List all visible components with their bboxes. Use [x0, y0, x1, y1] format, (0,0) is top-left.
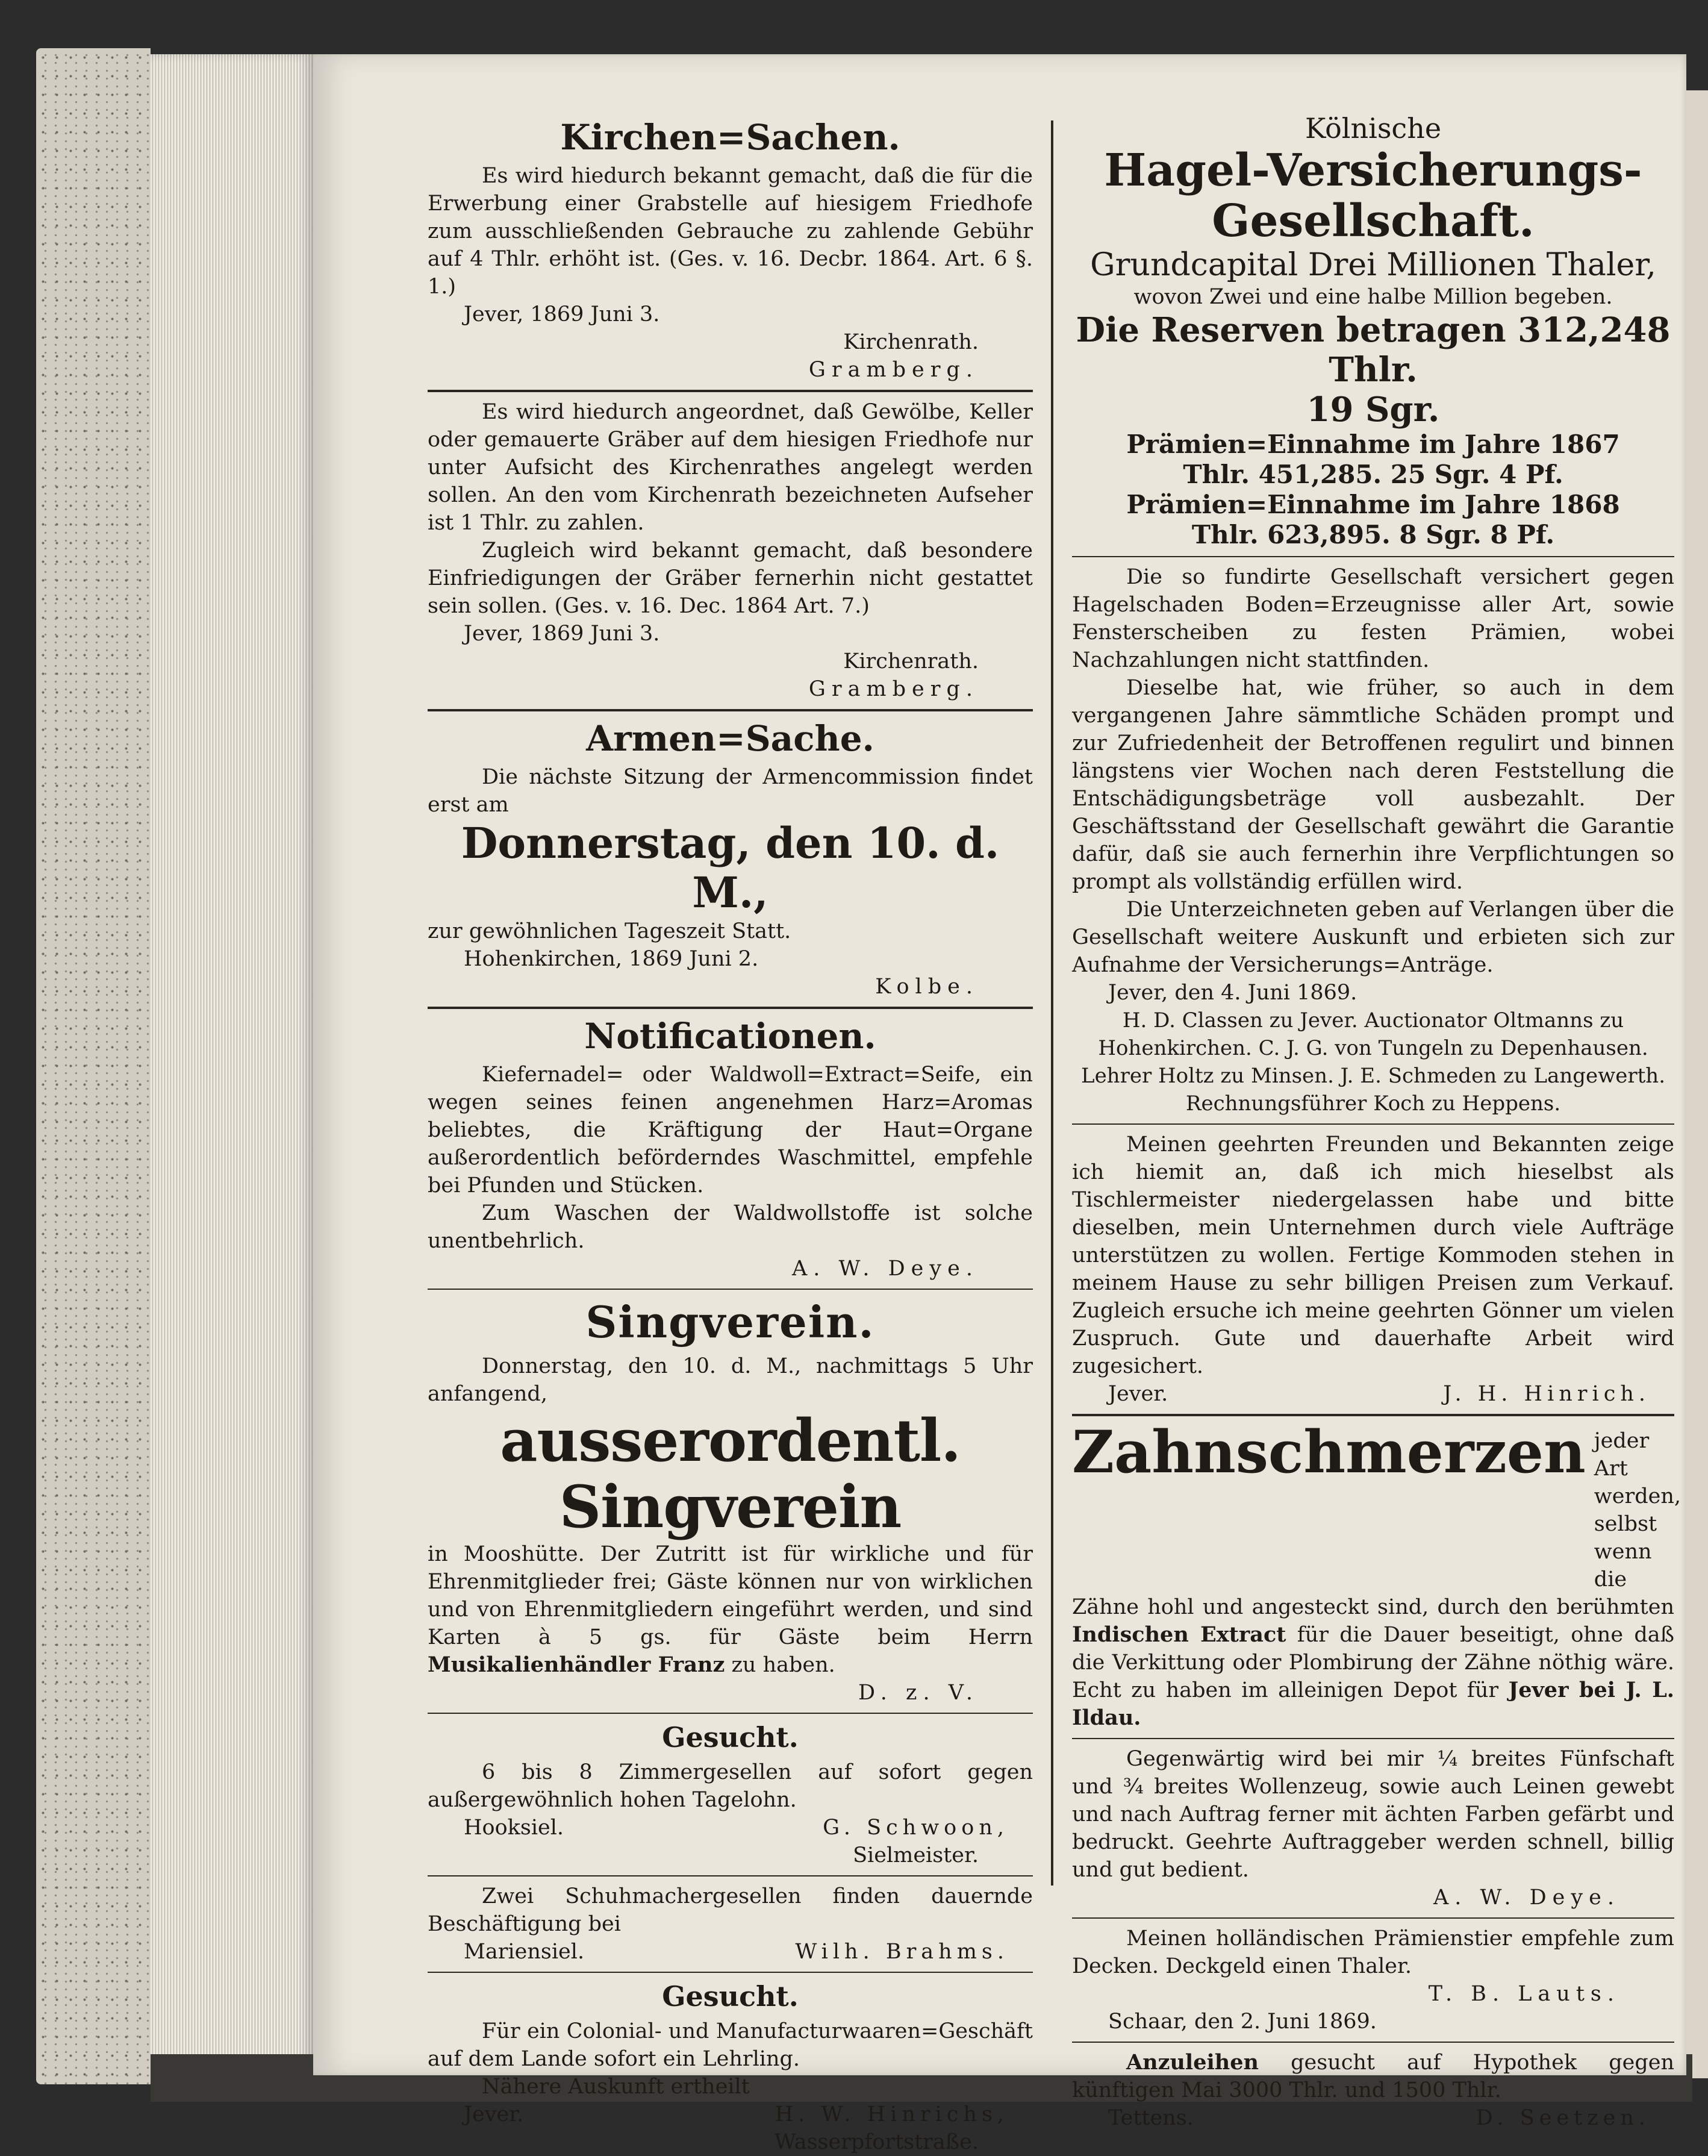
section-heading: Gesucht. — [662, 1721, 799, 1754]
premium-line: Thlr. 451,285. 25 Sgr. 4 Pf. — [1183, 460, 1563, 489]
column-divider — [1051, 120, 1053, 1886]
notice-text: Die nächste Sitzung der Armencommission findet erst am — [428, 765, 1033, 817]
premium-line: Prämien=Einnahme im Jahre 1868 — [1126, 490, 1620, 519]
notice-text — [1072, 2049, 1674, 2104]
place: Jever. — [1108, 1382, 1168, 1406]
weberei-notice — [1072, 1745, 1674, 1911]
signature: Gramberg. — [808, 677, 979, 701]
signature: D. Seetzen. — [1476, 2106, 1650, 2130]
signature: Wilh. Brahms. — [795, 1940, 1009, 1964]
headline-row — [1072, 1418, 1681, 1593]
schuhmacher-notice — [428, 1883, 1033, 1966]
notice-text: 6 bis 8 Zimmergesellen auf sofort gegen außergewöhnlich hohen Tagelohn. — [428, 1760, 1033, 1812]
signature: J. H. Hinrich. — [1443, 1382, 1650, 1406]
notice-text — [428, 1540, 1033, 1679]
separator-rule — [428, 1875, 1033, 1876]
separator-rule — [1072, 1123, 1674, 1125]
gesucht-zimmergesellen — [428, 1720, 1033, 1869]
place-signature-row — [428, 1938, 1033, 1966]
notice-text: Donnerstag, den 10. d. M., nachmittags 5 Uhr anfangend, — [428, 1354, 1033, 1406]
notice-text: zur gewöhnlichen Tageszeit Statt. — [428, 919, 791, 943]
signature: A. W. Deye. — [1433, 1886, 1620, 1910]
page-edges — [151, 54, 313, 2078]
section-heading: Armen=Sache. — [586, 718, 874, 759]
left-column — [428, 111, 1033, 2156]
ad-text — [1072, 1593, 1674, 1732]
place-date: Hohenkirchen, 1869 Juni 2. — [464, 947, 759, 971]
separator-rule — [1072, 1738, 1674, 1739]
notice-text-part: gesucht auf Hypothek gegen künftigen Mai 3000 Thlr. und 1500 Thlr. — [1072, 2051, 1674, 2102]
notice-text: Meinen holländischen Prämienstier empfehle zum Decken. Deckgeld einen Thaler. — [1072, 1926, 1674, 1978]
ad-title-line: Gesellschaft. — [1212, 195, 1535, 247]
premium-line: Prämien=Einnahme im Jahre 1867 — [1126, 430, 1620, 459]
place-date: Schaar, den 2. Juni 1869. — [1108, 2010, 1377, 2034]
separator-rule — [1072, 1917, 1674, 1919]
notice-text: Zugleich wird bekannt gemacht, daß besondere Einfriedigungen der Gräber fernerhin nicht gestattet sein sollen. (Ges. v. 16. Dec. 1864 Art. 7.) — [428, 539, 1033, 618]
capital-line: Grundcapital Drei Millionen Thaler, — [1090, 247, 1656, 283]
zahnschmerzen-ad — [1072, 1418, 1681, 1732]
notice-text: Zwei Schuhmachergesellen finden dauernde Beschäftigung bei — [428, 1884, 1033, 1936]
notice-text: Es wird hiedurch angeordnet, daß Gewölbe, Keller oder gemauerte Gräber auf dem hiesigen Friedhofe nur unter Aufsicht des Kirchenrathes angelegt werden sollen. An den vom Kirchenrath bezeichneten Aufseher ist 1 Thlr. zu zahlen. — [428, 400, 1033, 535]
right-column — [1072, 111, 1681, 2132]
place-signature-row — [428, 2101, 1033, 2128]
place-date: Jever, 1869 Juni 3. — [464, 302, 660, 327]
notice-text-part: zu haben. — [731, 1653, 835, 1677]
separator-rule — [1072, 2042, 1674, 2043]
authority: Kirchenrath. — [843, 330, 979, 354]
display-date: Donnerstag, den 10. d. M., — [461, 818, 1000, 917]
place: Mariensiel. — [464, 1940, 585, 1964]
tischler-notice — [1072, 1131, 1674, 1408]
notice-text: Es wird hiedurch bekannt gemacht, daß die für die Erwerbung einer Grabstelle auf hiesigem Friedhofe zum ausschließenden Gebrauche zu zahlende Gebühr auf 4 Thlr. erhöht ist. (Ges. v. 16. Decbr. 1864. Art. 6 §. 1.) — [428, 164, 1033, 299]
notice-text: Für ein Colonial- und Manufacturwaaren=Geschäft auf dem Lande sofort ein Lehrling. — [428, 2019, 1033, 2071]
section-heading: Singverein. — [585, 1296, 875, 1348]
next-page-edge — [1686, 90, 1708, 2078]
signature: Kolbe. — [875, 975, 979, 999]
agents-list: H. D. Classen zu Jever. Auctionator Oltmanns zu Hohenkirchen. C. J. G. von Tungeln zu Depenhausen. Lehrer Holtz zu Minsen. J. E. Schmeden zu Langewerth. Rechnungsführer Koch zu Heppens. — [1080, 1008, 1665, 1116]
signature: A. W. Deye. — [791, 1257, 979, 1281]
capital-note: wovon Zwei und eine halbe Million begeben. — [1133, 285, 1613, 309]
place-date: Jever, den 4. Juni 1869. — [1108, 981, 1357, 1005]
place: Jever. — [464, 2102, 524, 2126]
signature: H. W. Hinrichs, — [775, 2102, 1009, 2126]
role: Sielmeister. — [853, 1843, 979, 1867]
notice-text-part: in Mooshütte. Der Zutritt ist für wirkliche und für Ehrenmitglieder frei; Gäste können nur von wirklichen und von Ehrenmitgliedern eingeführt werden, und sind Karten à 5 gs. für Gäste beim Herrn — [428, 1542, 1033, 1649]
separator-rule — [428, 1972, 1033, 1973]
ad-title-line: Hagel-Versicherungs- — [1104, 145, 1642, 196]
notice-text: Kiefernadel= oder Waldwoll=Extract=Seife, ein wegen seines feinen angenehmen Harz=Aromas beliebtes, die Kräftigung der Haut=Organe außerordentlich beförderndes Waschmittel, empfehle bei Pfunden und Stücken. — [428, 1063, 1033, 1198]
separator-rule — [428, 390, 1033, 392]
ad-text-part: Zähne hohl und angesteckt sind, durch den berühmten — [1072, 1595, 1674, 1619]
hagel-versicherung-ad — [1072, 111, 1674, 1117]
ad-title-line: Kölnische — [1304, 112, 1442, 145]
separator-rule — [1072, 1414, 1674, 1416]
depot-name: Jever bei J. L. Ildau. — [1072, 1678, 1674, 1730]
signature: G. Schwoon, — [823, 1816, 1009, 1840]
section-heading: Kirchen=Sachen. — [560, 117, 900, 158]
section-heading: Notificationen. — [584, 1016, 876, 1057]
gesucht-lehrling — [428, 1979, 1033, 2156]
notificationen-notice — [428, 1015, 1033, 1283]
place-signature-row — [1072, 1380, 1674, 1408]
notice-text: Zum Waschen der Waldwollstoffe ist solche unentbehrlich. — [428, 1201, 1033, 1253]
ad-text: Die so fundirte Gesellschaft versichert gegen Hagelschaden Boden=Erzeugnisse aller Art, sowie Fensterscheiben zu festen Prämien, wobei Nachzahlungen nicht stattfinden. — [1072, 565, 1674, 672]
headline-tail: jeder Art werden, selbst wenn die — [1594, 1429, 1681, 1592]
reserves-line: Die Reserven betragen 312,248 Thlr. — [1076, 310, 1671, 390]
place: Tettens. — [1108, 2106, 1194, 2130]
dealer-name: Musikalienhändler Franz — [428, 1652, 725, 1677]
notice-text: Nähere Auskunft ertheilt — [482, 2075, 750, 2099]
newspaper-page — [313, 54, 1686, 2154]
notice-text: Gegenwärtig wird bei mir ¼ breites Fünfschaft und ¾ breites Wollenzeug, sowie auch Leinen gewebt und nach Auftrag ferner mit ächten Farben gefärbt und bedruckt. Geehrte Auftraggeber werden schnell, billig und gut bedient. — [1072, 1747, 1674, 1882]
separator-rule — [428, 1289, 1033, 1290]
reserves-line: 19 Sgr. — [1306, 390, 1440, 430]
separator-rule — [428, 709, 1033, 711]
notice-text: Meinen geehrten Freunden und Bekannten zeige ich hiemit an, daß ich mich hieselbst als Tischlermeister niedergelassen habe und bitte dieselben, mein Unternehmen durch viele Aufträge unterstützen zu wollen. Fertige Kommoden stehen in meinem Hause zu sehr billigen Preisen zum Verkauf. Zugleich ersuche ich meine geehrten Gönner um vielen Zuspruch. Gute und dauerhafte Arbeit wird zugesichert. — [1072, 1133, 1674, 1378]
authority: Kirchenrath. — [843, 649, 979, 673]
praemienstier-notice — [1072, 1925, 1674, 2036]
ad-text: Die Unterzeichneten geben auf Verlangen über die Gesellschaft weitere Auskunft und erbieten sich zur Aufnahme der Versicherungs=Anträge. — [1072, 898, 1674, 977]
singverein-notice — [428, 1296, 1033, 1707]
kirchen-sachen-notice — [428, 116, 1033, 703]
section-heading: Gesucht. — [662, 1980, 799, 2013]
street: Wasserpfortstraße. — [774, 2130, 979, 2154]
notice-keyword: Anzuleihen — [1126, 2050, 1259, 2075]
display-title: ausserordentl. Singverein — [500, 1407, 961, 1541]
headline-word: Zahnschmerzen — [1072, 1418, 1586, 1486]
signature: D. z. V. — [858, 1681, 979, 1705]
armen-sache-notice — [428, 717, 1033, 1001]
signature: Gramberg. — [808, 358, 979, 382]
book-cover-edge — [36, 48, 151, 2084]
signature: T. B. Lauts. — [1428, 1982, 1620, 2006]
place: Hooksiel. — [464, 1816, 564, 1840]
anleihe-notice — [1072, 2049, 1674, 2132]
place-signature-row — [1072, 2104, 1674, 2132]
ad-text: Dieselbe hat, wie früher, so auch in dem vergangenen Jahre sämmtliche Schäden prompt und zur Zufriedenheit der Betroffenen regulirt und binnen längstens vier Wochen nach deren Feststellung die Entschädigungsbeträge voll ausbezahlt. Der Geschäftsstand der Gesellschaft gewährt die Garantie dafür, daß sie auch fernerhin ihre Verpflichtungen so prompt als vollständig erfüllen wird. — [1072, 676, 1674, 894]
separator-rule — [428, 1713, 1033, 1714]
separator-rule — [1072, 556, 1674, 557]
place-signature-row — [428, 1814, 1033, 1842]
ad-text-part: für die Dauer beseitigt, ohne daß die Verkittung oder Plombirung der Zähne nöthig wäre. Echt zu haben im alleinigen Depot für — [1072, 1623, 1674, 1702]
separator-rule — [428, 1007, 1033, 1009]
place-date: Jever, 1869 Juni 3. — [464, 622, 660, 646]
product-name: Indischen Extract — [1072, 1622, 1286, 1647]
premium-line: Thlr. 623,895. 8 Sgr. 8 Pf. — [1191, 520, 1555, 549]
